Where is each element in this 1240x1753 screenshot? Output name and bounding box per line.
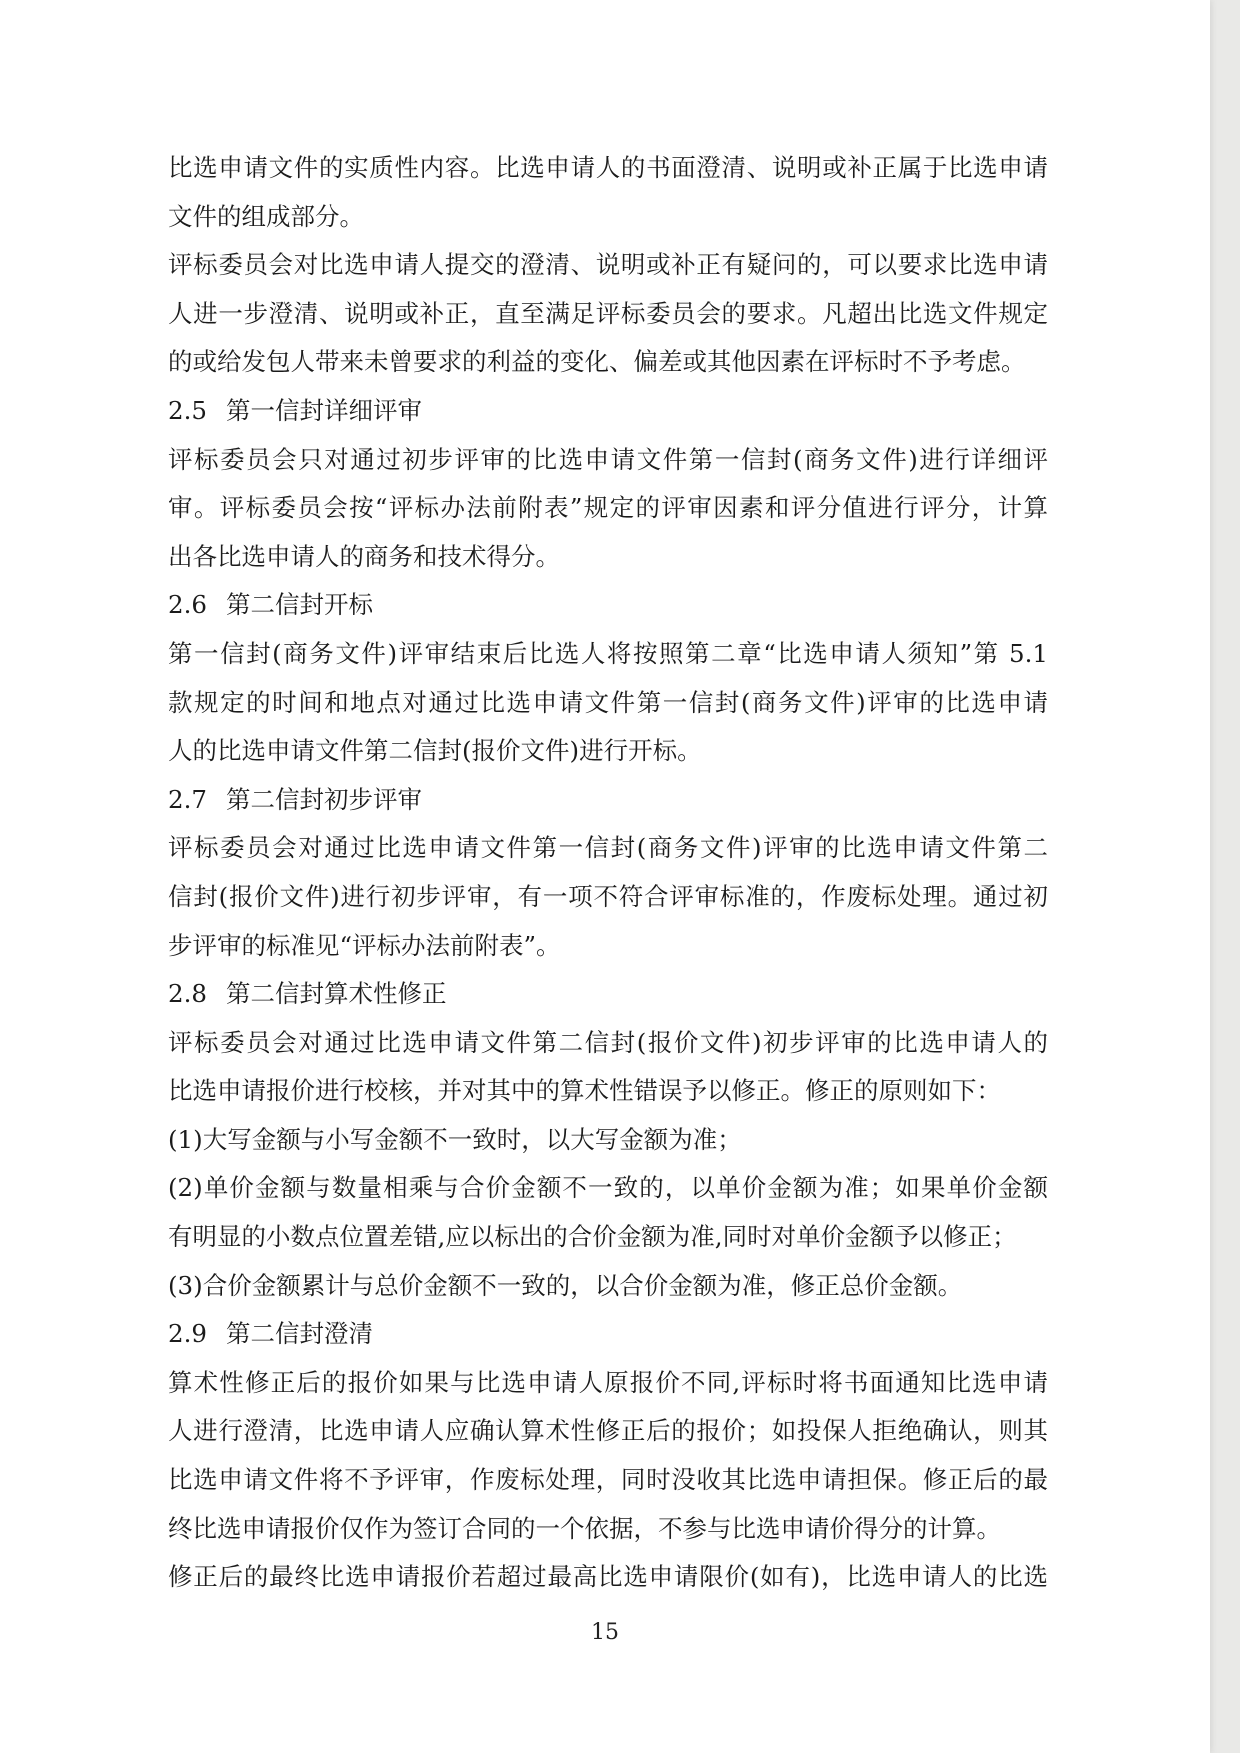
text-line: 信封(报价文件)进行初步评审，有一项不符合评审标准的，作废标处理。通过初 [168, 881, 1048, 911]
text-line: 比选申请报价进行校核，并对其中的算术性错误予以修正。修正的原则如下： [168, 1076, 1001, 1106]
text-line: 出各比选申请人的商务和技术得分。 [168, 541, 560, 571]
text-line: 步评审的标准见“评标办法前附表”。 [168, 930, 561, 960]
intro-paragraphs [168, 144, 1048, 387]
section-2-9 [168, 1310, 1048, 1602]
section-number: 2.5 [168, 395, 207, 425]
rule-line: 有明显的小数点位置差错,应以标出的合价金额为准,同时对单价金额予以修正； [168, 1222, 1017, 1252]
text-line: 人进行澄清，比选申请人应确认算术性修正后的报价；如投保人拒绝确认，则其 [168, 1416, 1048, 1446]
page-body [168, 144, 1048, 1602]
section-heading [168, 1310, 1048, 1359]
section-heading [168, 387, 1048, 436]
text-line: 修正后的最终比选申请报价若超过最高比选申请限价(如有)，比选申请人的比选 [168, 1562, 1048, 1592]
section-2-7 [168, 776, 1048, 970]
text-line: 终比选申请报价仅作为签订合同的一个依据，不参与比选申请价得分的计算。 [168, 1513, 1001, 1543]
section-number: 2.6 [168, 590, 207, 620]
text-line: 文件的组成部分。 [168, 201, 364, 231]
text-line: 比选申请文件将不予评审，作废标处理，同时没收其比选申请担保。修正后的最 [168, 1465, 1048, 1495]
rule-line: (3)合价金额累计与总价金额不一致的，以合价金额为准，修正总价金额。 [168, 1270, 963, 1300]
text-line: 人的比选申请文件第二信封(报价文件)进行开标。 [168, 736, 702, 766]
section-title: 第一信封详细评审 [226, 395, 422, 425]
section-2-5 [168, 387, 1048, 581]
section-heading [168, 776, 1048, 825]
section-heading [168, 970, 1048, 1019]
section-2-8 [168, 970, 1048, 1310]
text-line: 第一信封(商务文件)评审结束后比选人将按照第二章“比选申请人须知”第 5.1 [168, 638, 1048, 668]
text-line: 的或给发包人带来未曾要求的利益的变化、偏差或其他因素在评标时不予考虑。 [168, 347, 1026, 377]
section-title: 第二信封算术性修正 [226, 979, 447, 1009]
text-line: 评标委员会只对通过初步评审的比选申请文件第一信封(商务文件)进行详细评 [168, 444, 1048, 474]
section-number: 2.9 [168, 1319, 207, 1349]
text-line: 审。评标委员会按“评标办法前附表”规定的评审因素和评分值进行评分，计算 [168, 493, 1048, 523]
page-number: 15 [591, 1620, 619, 1645]
section-number: 2.7 [168, 784, 207, 814]
text-line: 评标委员会对通过比选申请文件第一信封(商务文件)评审的比选申请文件第二 [168, 833, 1048, 863]
section-number: 2.8 [168, 979, 207, 1009]
section-title: 第二信封澄清 [226, 1319, 373, 1349]
text-line: 评标委员会对通过比选申请文件第二信封(报价文件)初步评审的比选申请人的 [168, 1027, 1048, 1057]
text-line: 比选申请文件的实质性内容。比选申请人的书面澄清、说明或补正属于比选申请 [168, 153, 1048, 182]
section-heading [168, 581, 1048, 630]
rule-line: (2)单价金额与数量相乘与合价金额不一致的，以单价金额为准；如果单价金额 [168, 1173, 1048, 1203]
text-line: 算术性修正后的报价如果与比选申请人原报价不同,评标时将书面通知比选申请 [168, 1367, 1048, 1397]
text-line: 评标委员会对比选申请人提交的澄清、说明或补正有疑问的，可以要求比选申请 [168, 250, 1048, 280]
section-title: 第二信封开标 [226, 590, 373, 620]
rule-line: (1)大写金额与小写金额不一致时，以大写金额为准； [168, 1124, 742, 1154]
text-line: 人进一步澄清、说明或补正，直至满足评标委员会的要求。凡超出比选文件规定 [168, 298, 1048, 328]
section-2-6 [168, 581, 1048, 775]
text-line: 款规定的时间和地点对通过比选申请文件第一信封(商务文件)评审的比选申请 [168, 687, 1048, 717]
section-title: 第二信封初步评审 [226, 784, 422, 814]
